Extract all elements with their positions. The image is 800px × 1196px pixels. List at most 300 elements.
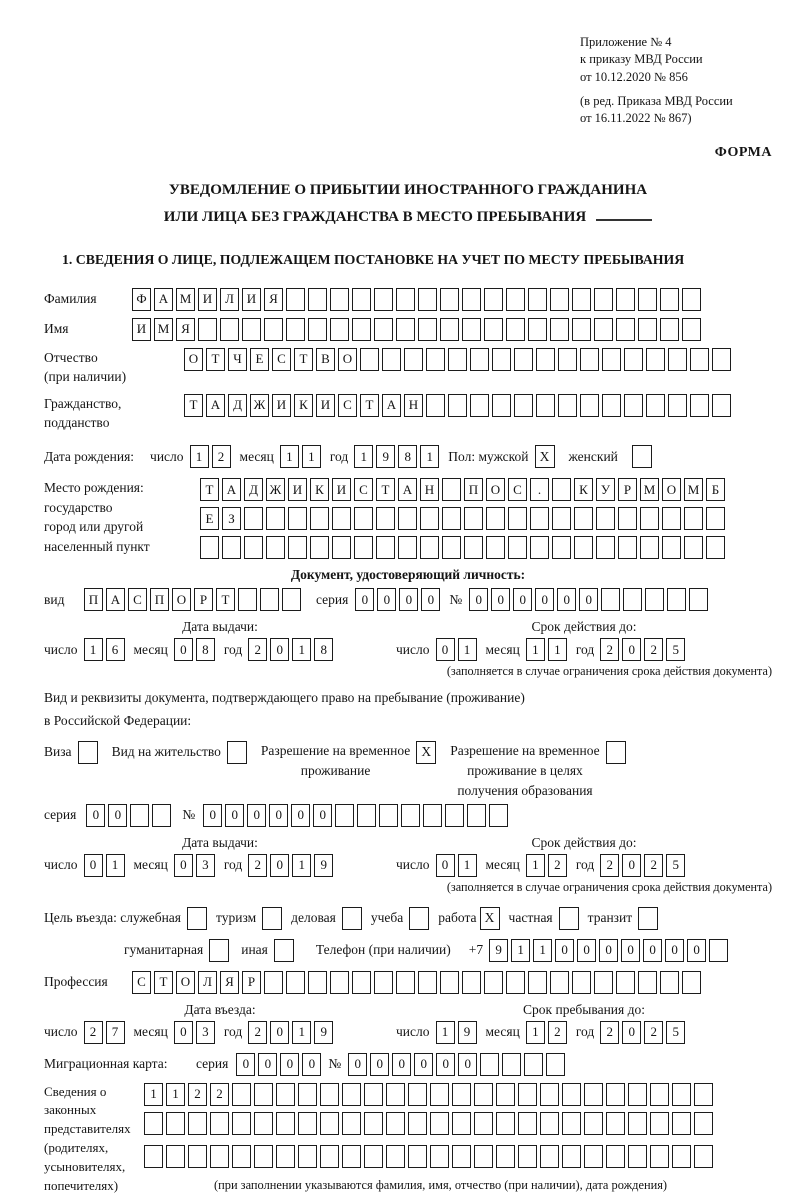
- char-cell[interactable]: 2: [600, 638, 619, 661]
- char-cell[interactable]: [408, 1083, 427, 1106]
- char-cell[interactable]: [254, 1112, 273, 1135]
- sex-male-checkbox[interactable]: X: [535, 445, 555, 468]
- char-cell[interactable]: [528, 971, 547, 994]
- char-cell[interactable]: 1: [84, 638, 103, 661]
- char-cell[interactable]: 0: [436, 1053, 455, 1076]
- char-cell[interactable]: [662, 536, 681, 559]
- char-cell[interactable]: С: [354, 478, 373, 501]
- char-cell[interactable]: [320, 1145, 339, 1168]
- char-cell[interactable]: 2: [248, 638, 267, 661]
- char-cell[interactable]: [396, 318, 415, 341]
- char-cell[interactable]: [364, 1112, 383, 1135]
- char-cell[interactable]: [166, 1112, 185, 1135]
- char-cell[interactable]: К: [574, 478, 593, 501]
- residence-permit-checkbox[interactable]: [227, 741, 247, 764]
- char-cell[interactable]: [398, 507, 417, 530]
- char-cell[interactable]: И: [316, 394, 335, 417]
- char-cell[interactable]: 1: [420, 445, 439, 468]
- char-cell[interactable]: [638, 318, 657, 341]
- char-cell[interactable]: [448, 394, 467, 417]
- char-cell[interactable]: [266, 536, 285, 559]
- char-cell[interactable]: Н: [404, 394, 423, 417]
- char-cell[interactable]: И: [288, 478, 307, 501]
- char-cell[interactable]: А: [382, 394, 401, 417]
- edu-permit-checkbox[interactable]: [606, 741, 626, 764]
- char-cell[interactable]: [298, 1112, 317, 1135]
- char-cell[interactable]: [694, 1112, 713, 1135]
- char-cell[interactable]: 1: [526, 854, 545, 877]
- char-cell[interactable]: [462, 971, 481, 994]
- char-cell[interactable]: [423, 804, 442, 827]
- char-cell[interactable]: [624, 394, 643, 417]
- char-cell[interactable]: [244, 536, 263, 559]
- char-cell[interactable]: [474, 1083, 493, 1106]
- char-cell[interactable]: [320, 1083, 339, 1106]
- char-cell[interactable]: 2: [188, 1083, 207, 1106]
- char-cell[interactable]: .: [530, 478, 549, 501]
- char-cell[interactable]: [166, 1145, 185, 1168]
- char-cell[interactable]: [210, 1112, 229, 1135]
- char-cell[interactable]: [332, 536, 351, 559]
- char-cell[interactable]: [689, 588, 708, 611]
- char-cell[interactable]: Т: [360, 394, 379, 417]
- char-cell[interactable]: [286, 318, 305, 341]
- char-cell[interactable]: 0: [270, 1021, 289, 1044]
- char-cell[interactable]: [690, 394, 709, 417]
- char-cell[interactable]: Р: [194, 588, 213, 611]
- char-cell[interactable]: [606, 1145, 625, 1168]
- char-cell[interactable]: [232, 1112, 251, 1135]
- char-cell[interactable]: [550, 288, 569, 311]
- char-cell[interactable]: [376, 507, 395, 530]
- char-cell[interactable]: М: [640, 478, 659, 501]
- char-cell[interactable]: [332, 507, 351, 530]
- char-cell[interactable]: 0: [302, 1053, 321, 1076]
- char-cell[interactable]: [396, 971, 415, 994]
- char-cell[interactable]: [694, 1083, 713, 1106]
- char-cell[interactable]: [668, 394, 687, 417]
- char-cell[interactable]: [552, 507, 571, 530]
- purpose-humanitarian-checkbox[interactable]: [209, 939, 229, 962]
- char-cell[interactable]: [418, 318, 437, 341]
- char-cell[interactable]: [379, 804, 398, 827]
- char-cell[interactable]: 0: [313, 804, 332, 827]
- char-cell[interactable]: [640, 536, 659, 559]
- char-cell[interactable]: [489, 804, 508, 827]
- char-cell[interactable]: [298, 1083, 317, 1106]
- char-cell[interactable]: [445, 804, 464, 827]
- char-cell[interactable]: [552, 536, 571, 559]
- char-cell[interactable]: [152, 804, 171, 827]
- char-cell[interactable]: [352, 971, 371, 994]
- char-cell[interactable]: [486, 507, 505, 530]
- char-cell[interactable]: В: [316, 348, 335, 371]
- char-cell[interactable]: [342, 1083, 361, 1106]
- char-cell[interactable]: [286, 288, 305, 311]
- char-cell[interactable]: [288, 507, 307, 530]
- char-cell[interactable]: К: [294, 394, 313, 417]
- char-cell[interactable]: [694, 1145, 713, 1168]
- char-cell[interactable]: И: [272, 394, 291, 417]
- char-cell[interactable]: 0: [469, 588, 488, 611]
- char-cell[interactable]: [540, 1112, 559, 1135]
- char-cell[interactable]: 5: [666, 1021, 685, 1044]
- char-cell[interactable]: [484, 971, 503, 994]
- char-cell[interactable]: [606, 1083, 625, 1106]
- char-cell[interactable]: [562, 1112, 581, 1135]
- char-cell[interactable]: [188, 1145, 207, 1168]
- char-cell[interactable]: [254, 1083, 273, 1106]
- char-cell[interactable]: [502, 1053, 521, 1076]
- char-cell[interactable]: [354, 536, 373, 559]
- char-cell[interactable]: [310, 536, 329, 559]
- char-cell[interactable]: 0: [436, 638, 455, 661]
- char-cell[interactable]: [558, 394, 577, 417]
- char-cell[interactable]: 5: [666, 638, 685, 661]
- char-cell[interactable]: 0: [421, 588, 440, 611]
- char-cell[interactable]: [574, 536, 593, 559]
- char-cell[interactable]: Я: [264, 288, 283, 311]
- char-cell[interactable]: И: [198, 288, 217, 311]
- char-cell[interactable]: [220, 318, 239, 341]
- char-cell[interactable]: [210, 1145, 229, 1168]
- purpose-work-checkbox[interactable]: X: [480, 907, 500, 930]
- char-cell[interactable]: [638, 288, 657, 311]
- char-cell[interactable]: 0: [555, 939, 574, 962]
- char-cell[interactable]: [486, 536, 505, 559]
- char-cell[interactable]: 2: [212, 445, 231, 468]
- char-cell[interactable]: [364, 1083, 383, 1106]
- char-cell[interactable]: 0: [579, 588, 598, 611]
- char-cell[interactable]: [660, 288, 679, 311]
- char-cell[interactable]: [662, 507, 681, 530]
- char-cell[interactable]: [594, 318, 613, 341]
- char-cell[interactable]: [530, 536, 549, 559]
- char-cell[interactable]: [709, 939, 728, 962]
- char-cell[interactable]: 0: [622, 854, 641, 877]
- char-cell[interactable]: [492, 348, 511, 371]
- char-cell[interactable]: 0: [247, 804, 266, 827]
- char-cell[interactable]: [540, 1145, 559, 1168]
- char-cell[interactable]: [558, 348, 577, 371]
- char-cell[interactable]: 0: [270, 638, 289, 661]
- char-cell[interactable]: [232, 1083, 251, 1106]
- char-cell[interactable]: [430, 1083, 449, 1106]
- char-cell[interactable]: Ж: [266, 478, 285, 501]
- char-cell[interactable]: [572, 318, 591, 341]
- char-cell[interactable]: О: [486, 478, 505, 501]
- char-cell[interactable]: 9: [314, 854, 333, 877]
- char-cell[interactable]: 1: [280, 445, 299, 468]
- char-cell[interactable]: [430, 1145, 449, 1168]
- char-cell[interactable]: Н: [420, 478, 439, 501]
- char-cell[interactable]: Ф: [132, 288, 151, 311]
- char-cell[interactable]: 1: [548, 638, 567, 661]
- char-cell[interactable]: 1: [354, 445, 373, 468]
- char-cell[interactable]: [474, 1145, 493, 1168]
- char-cell[interactable]: [712, 394, 731, 417]
- char-cell[interactable]: 0: [535, 588, 554, 611]
- char-cell[interactable]: С: [508, 478, 527, 501]
- char-cell[interactable]: 0: [236, 1053, 255, 1076]
- char-cell[interactable]: И: [132, 318, 151, 341]
- char-cell[interactable]: [354, 507, 373, 530]
- char-cell[interactable]: [276, 1145, 295, 1168]
- char-cell[interactable]: [386, 1083, 405, 1106]
- char-cell[interactable]: [628, 1145, 647, 1168]
- char-cell[interactable]: 0: [414, 1053, 433, 1076]
- char-cell[interactable]: [342, 1145, 361, 1168]
- char-cell[interactable]: [572, 971, 591, 994]
- char-cell[interactable]: [282, 588, 301, 611]
- char-cell[interactable]: 8: [196, 638, 215, 661]
- char-cell[interactable]: [448, 348, 467, 371]
- char-cell[interactable]: 0: [665, 939, 684, 962]
- char-cell[interactable]: [518, 1112, 537, 1135]
- char-cell[interactable]: [386, 1112, 405, 1135]
- char-cell[interactable]: 9: [458, 1021, 477, 1044]
- char-cell[interactable]: [594, 971, 613, 994]
- char-cell[interactable]: 2: [84, 1021, 103, 1044]
- char-cell[interactable]: [462, 288, 481, 311]
- char-cell[interactable]: [330, 971, 349, 994]
- char-cell[interactable]: А: [222, 478, 241, 501]
- char-cell[interactable]: [672, 1083, 691, 1106]
- char-cell[interactable]: [684, 507, 703, 530]
- char-cell[interactable]: К: [310, 478, 329, 501]
- char-cell[interactable]: [440, 288, 459, 311]
- char-cell[interactable]: [484, 288, 503, 311]
- char-cell[interactable]: П: [150, 588, 169, 611]
- char-cell[interactable]: 0: [687, 939, 706, 962]
- char-cell[interactable]: 1: [436, 1021, 455, 1044]
- char-cell[interactable]: [690, 348, 709, 371]
- char-cell[interactable]: [360, 348, 379, 371]
- temp-permit-checkbox[interactable]: X: [416, 741, 436, 764]
- char-cell[interactable]: 2: [644, 854, 663, 877]
- char-cell[interactable]: 0: [86, 804, 105, 827]
- char-cell[interactable]: 1: [292, 854, 311, 877]
- char-cell[interactable]: [374, 971, 393, 994]
- char-cell[interactable]: 2: [248, 1021, 267, 1044]
- char-cell[interactable]: [396, 288, 415, 311]
- char-cell[interactable]: [398, 536, 417, 559]
- char-cell[interactable]: [222, 536, 241, 559]
- char-cell[interactable]: [552, 478, 571, 501]
- char-cell[interactable]: О: [184, 348, 203, 371]
- char-cell[interactable]: [616, 971, 635, 994]
- char-cell[interactable]: 0: [399, 588, 418, 611]
- char-cell[interactable]: [408, 1145, 427, 1168]
- char-cell[interactable]: 2: [644, 1021, 663, 1044]
- char-cell[interactable]: 1: [526, 638, 545, 661]
- char-cell[interactable]: [660, 318, 679, 341]
- char-cell[interactable]: 1: [526, 1021, 545, 1044]
- char-cell[interactable]: 0: [392, 1053, 411, 1076]
- char-cell[interactable]: 0: [377, 588, 396, 611]
- char-cell[interactable]: О: [338, 348, 357, 371]
- char-cell[interactable]: [684, 536, 703, 559]
- char-cell[interactable]: У: [596, 478, 615, 501]
- char-cell[interactable]: [640, 507, 659, 530]
- char-cell[interactable]: [518, 1083, 537, 1106]
- char-cell[interactable]: [682, 288, 701, 311]
- char-cell[interactable]: 2: [600, 854, 619, 877]
- char-cell[interactable]: [374, 318, 393, 341]
- purpose-private-checkbox[interactable]: [559, 907, 579, 930]
- char-cell[interactable]: [596, 536, 615, 559]
- char-cell[interactable]: [660, 971, 679, 994]
- char-cell[interactable]: [144, 1145, 163, 1168]
- char-cell[interactable]: 0: [513, 588, 532, 611]
- char-cell[interactable]: [464, 507, 483, 530]
- char-cell[interactable]: [330, 318, 349, 341]
- char-cell[interactable]: Я: [220, 971, 239, 994]
- char-cell[interactable]: [198, 318, 217, 341]
- char-cell[interactable]: [408, 1112, 427, 1135]
- char-cell[interactable]: 8: [314, 638, 333, 661]
- char-cell[interactable]: 0: [458, 1053, 477, 1076]
- char-cell[interactable]: Д: [228, 394, 247, 417]
- char-cell[interactable]: 1: [458, 638, 477, 661]
- char-cell[interactable]: [286, 971, 305, 994]
- char-cell[interactable]: [550, 318, 569, 341]
- char-cell[interactable]: 0: [577, 939, 596, 962]
- char-cell[interactable]: [646, 348, 665, 371]
- char-cell[interactable]: [467, 804, 486, 827]
- char-cell[interactable]: 1: [166, 1083, 185, 1106]
- char-cell[interactable]: 5: [666, 854, 685, 877]
- char-cell[interactable]: 1: [533, 939, 552, 962]
- char-cell[interactable]: [470, 348, 489, 371]
- char-cell[interactable]: 0: [622, 638, 641, 661]
- char-cell[interactable]: [514, 394, 533, 417]
- char-cell[interactable]: [550, 971, 569, 994]
- char-cell[interactable]: [672, 1112, 691, 1135]
- char-cell[interactable]: [342, 1112, 361, 1135]
- purpose-other-checkbox[interactable]: [274, 939, 294, 962]
- char-cell[interactable]: [264, 318, 283, 341]
- char-cell[interactable]: [546, 1053, 565, 1076]
- char-cell[interactable]: 0: [291, 804, 310, 827]
- char-cell[interactable]: А: [154, 288, 173, 311]
- char-cell[interactable]: [672, 1145, 691, 1168]
- char-cell[interactable]: П: [84, 588, 103, 611]
- char-cell[interactable]: [706, 536, 725, 559]
- char-cell[interactable]: [418, 971, 437, 994]
- char-cell[interactable]: [638, 971, 657, 994]
- char-cell[interactable]: [462, 318, 481, 341]
- char-cell[interactable]: [404, 348, 423, 371]
- char-cell[interactable]: [442, 507, 461, 530]
- char-cell[interactable]: [266, 507, 285, 530]
- char-cell[interactable]: 1: [511, 939, 530, 962]
- char-cell[interactable]: [682, 318, 701, 341]
- char-cell[interactable]: М: [176, 288, 195, 311]
- char-cell[interactable]: А: [398, 478, 417, 501]
- char-cell[interactable]: О: [176, 971, 195, 994]
- char-cell[interactable]: [580, 394, 599, 417]
- char-cell[interactable]: [452, 1145, 471, 1168]
- char-cell[interactable]: Т: [216, 588, 235, 611]
- char-cell[interactable]: [528, 318, 547, 341]
- char-cell[interactable]: 1: [292, 638, 311, 661]
- char-cell[interactable]: 0: [258, 1053, 277, 1076]
- char-cell[interactable]: Ж: [250, 394, 269, 417]
- char-cell[interactable]: 0: [174, 1021, 193, 1044]
- char-cell[interactable]: [452, 1083, 471, 1106]
- char-cell[interactable]: [244, 507, 263, 530]
- char-cell[interactable]: [452, 1112, 471, 1135]
- purpose-tourism-checkbox[interactable]: [262, 907, 282, 930]
- char-cell[interactable]: [706, 507, 725, 530]
- char-cell[interactable]: [601, 588, 620, 611]
- char-cell[interactable]: [536, 394, 555, 417]
- char-cell[interactable]: [628, 1112, 647, 1135]
- char-cell[interactable]: [232, 1145, 251, 1168]
- sex-female-checkbox[interactable]: [632, 445, 652, 468]
- char-cell[interactable]: 0: [84, 854, 103, 877]
- char-cell[interactable]: [496, 1112, 515, 1135]
- char-cell[interactable]: С: [338, 394, 357, 417]
- char-cell[interactable]: 9: [314, 1021, 333, 1044]
- char-cell[interactable]: 9: [376, 445, 395, 468]
- purpose-study-checkbox[interactable]: [409, 907, 429, 930]
- char-cell[interactable]: М: [684, 478, 703, 501]
- char-cell[interactable]: М: [154, 318, 173, 341]
- char-cell[interactable]: 1: [458, 854, 477, 877]
- char-cell[interactable]: [645, 588, 664, 611]
- char-cell[interactable]: [364, 1145, 383, 1168]
- char-cell[interactable]: [616, 288, 635, 311]
- char-cell[interactable]: [352, 288, 371, 311]
- char-cell[interactable]: [188, 1112, 207, 1135]
- char-cell[interactable]: С: [132, 971, 151, 994]
- char-cell[interactable]: 0: [436, 854, 455, 877]
- char-cell[interactable]: 2: [548, 854, 567, 877]
- char-cell[interactable]: [572, 288, 591, 311]
- char-cell[interactable]: [574, 507, 593, 530]
- char-cell[interactable]: Т: [200, 478, 219, 501]
- char-cell[interactable]: [540, 1083, 559, 1106]
- char-cell[interactable]: [470, 394, 489, 417]
- char-cell[interactable]: 0: [621, 939, 640, 962]
- char-cell[interactable]: [420, 536, 439, 559]
- char-cell[interactable]: [667, 588, 686, 611]
- char-cell[interactable]: 2: [210, 1083, 229, 1106]
- char-cell[interactable]: 6: [106, 638, 125, 661]
- char-cell[interactable]: [562, 1145, 581, 1168]
- char-cell[interactable]: [310, 507, 329, 530]
- char-cell[interactable]: [528, 288, 547, 311]
- char-cell[interactable]: [623, 588, 642, 611]
- char-cell[interactable]: 0: [225, 804, 244, 827]
- char-cell[interactable]: [584, 1083, 603, 1106]
- char-cell[interactable]: [602, 394, 621, 417]
- purpose-official-checkbox[interactable]: [187, 907, 207, 930]
- char-cell[interactable]: [506, 318, 525, 341]
- char-cell[interactable]: Т: [376, 478, 395, 501]
- char-cell[interactable]: [514, 348, 533, 371]
- char-cell[interactable]: 3: [196, 1021, 215, 1044]
- char-cell[interactable]: Р: [618, 478, 637, 501]
- char-cell[interactable]: 0: [643, 939, 662, 962]
- char-cell[interactable]: [628, 1083, 647, 1106]
- char-cell[interactable]: 0: [269, 804, 288, 827]
- char-cell[interactable]: Т: [184, 394, 203, 417]
- char-cell[interactable]: [536, 348, 555, 371]
- char-cell[interactable]: П: [464, 478, 483, 501]
